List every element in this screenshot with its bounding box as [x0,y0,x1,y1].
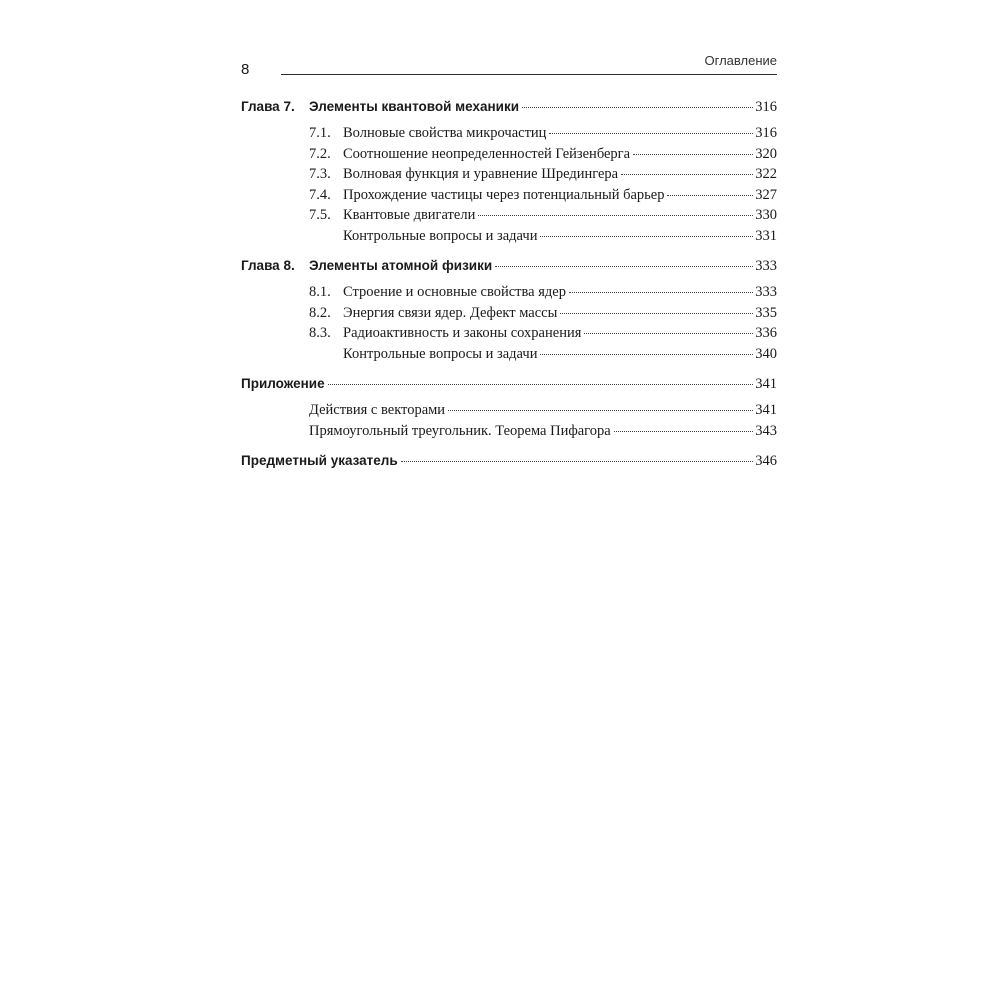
page-ref: 343 [755,422,777,439]
page-ref: 346 [755,453,777,469]
page-ref: 336 [755,325,777,341]
toc-entry[interactable] [241,166,777,187]
dot-leader [328,384,754,385]
dot-leader [448,410,753,411]
section-number: 8.2. [309,304,331,321]
section-number: 7.3. [309,166,331,182]
section-title: Прохождение частицы через потенциальный барьер [343,186,665,203]
dot-leader [667,195,753,196]
section-title: Радиоактивность и законы сохранения [343,325,582,341]
toc-chapter-heading[interactable] [241,99,777,121]
section-number: 7.5. [309,207,331,223]
table-of-contents [241,99,777,485]
page-ref: 335 [755,304,777,321]
page-ref: 341 [755,402,777,418]
toc-chapter-heading[interactable] [241,258,777,280]
chapter-label: Глава 7. [241,99,295,114]
section-title: Волновые свойства микрочастиц [343,125,547,141]
toc-entry[interactable] [241,284,777,305]
dot-leader [633,154,753,155]
section-title: Энергия связи ядер. Дефект массы [343,304,558,321]
page-ref: 320 [755,145,777,162]
section-title: Соотношение неопределенностей Гейзенберга [343,145,631,162]
toc-index [241,453,777,475]
toc-appendix [241,376,777,443]
chapter-title: Элементы атомной физики [309,258,493,273]
toc-entry[interactable] [241,423,777,444]
page-ref: 331 [755,227,777,244]
section-title: Строение и основные свойства ядер [343,284,566,300]
appendix-item-title: Прямоугольный треугольник. Теорема Пифагора [309,422,611,439]
page-header [241,52,777,78]
page-ref: 341 [755,376,777,392]
toc-entry[interactable] [241,402,777,423]
dot-leader [584,333,753,334]
dot-leader [495,266,753,267]
page-ref: 333 [755,258,777,274]
section-number: 7.1. [309,125,331,141]
toc-entry[interactable] [241,305,777,326]
toc-entry[interactable] [241,207,777,228]
toc-entry[interactable] [241,346,777,367]
page-ref: 340 [755,345,777,362]
toc-entry[interactable] [241,146,777,167]
appendix-title: Приложение [241,376,325,391]
toc-appendix-heading[interactable] [241,376,777,398]
page-ref: 322 [755,166,777,182]
chapter-label: Глава 8. [241,258,295,273]
toc-chapter-7 [241,99,777,248]
dot-leader [540,354,753,355]
header-rule [281,74,777,75]
page-ref: 327 [755,186,777,203]
toc-entry[interactable] [241,187,777,208]
section-title: Контрольные вопросы и задачи [343,227,538,244]
section-number: 8.1. [309,284,331,300]
page-number: 8 [241,61,250,78]
section-number: 8.3. [309,325,331,341]
dot-leader [621,174,753,175]
section-number: 7.4. [309,186,331,203]
toc-index-heading[interactable] [241,453,777,475]
section-title: Квантовые двигатели [343,207,476,223]
toc-chapter-8 [241,258,777,366]
page-ref: 333 [755,284,777,300]
section-number: 7.2. [309,145,331,162]
toc-entry[interactable] [241,125,777,146]
dot-leader [401,461,754,462]
dot-leader [478,215,753,216]
dot-leader [560,313,753,314]
dot-leader [522,107,753,108]
toc-entry[interactable] [241,228,777,249]
appendix-item-title: Действия с векторами [309,402,446,418]
toc-entry[interactable] [241,325,777,346]
page-ref: 316 [755,125,777,141]
running-title: Оглавление [704,53,777,68]
page-ref: 316 [755,99,777,115]
dot-leader [614,431,754,432]
dot-leader [569,292,753,293]
page-ref: 330 [755,207,777,223]
section-title: Волновая функция и уравнение Шредингера [343,166,619,182]
dot-leader [549,133,753,134]
chapter-title: Элементы квантовой механики [309,99,520,114]
index-title: Предметный указатель [241,453,398,468]
section-title: Контрольные вопросы и задачи [343,345,538,362]
dot-leader [540,236,753,237]
